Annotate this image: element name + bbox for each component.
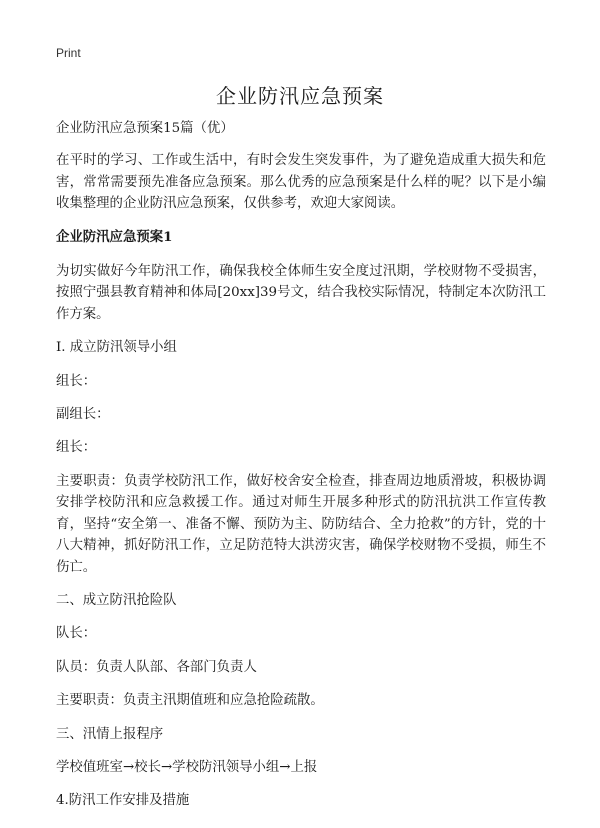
leader-line: 组长： bbox=[56, 373, 97, 389]
deputy-leader-line: 副组长： bbox=[56, 407, 110, 423]
print-label: Print bbox=[56, 46, 81, 60]
intro-paragraph: 在平时的学习、工作或生活中，有时会发生突发事件，为了避免造成重大损失和危害，常常需要预先准备应急预案。那么优秀的应急预案是什么样的呢？以下是小编收集整理的企业防汛应急预案，仅供参考，欢迎大家阅读。 bbox=[56, 153, 546, 212]
members-line: 队员：负责人队部、各部门负责人 bbox=[56, 659, 257, 675]
document-subtitle: 企业防汛应急预案15篇（优） bbox=[56, 121, 234, 136]
subheading-arrangements: 4.防汛工作安排及措施 bbox=[56, 793, 190, 809]
body-paragraph-duties: 主要职责：负责学校防汛工作，做好校舍安全检查，排查周边地质滑坡，积极协调安排学校防汛和应急救援工作。通过对师生开展多种形式的防汛抗洪工作宣传教育，坚持“安全第一、准备不懈、预防为主、防防结合、全力抢救”的方针，党的十八大精神，抓好防汛工作，立足防范特大洪涝灾害，确保学校财物不受损，师生不伤亡。 bbox=[56, 473, 546, 575]
team-duties-line: 主要职责：负责主汛期值班和应急抢险疏散。 bbox=[56, 693, 324, 709]
captain-line: 队长： bbox=[56, 626, 97, 642]
document-title: 企业防汛应急预案 bbox=[216, 84, 384, 108]
body-paragraph-purpose: 为切实做好今年防汛工作，确保我校全体师生安全度过汛期，学校财物不受损害，按照宁强县教育精神和体局[20xx]39号文，结合我校实际情况，特制定本次防汛工作方案。 bbox=[56, 264, 546, 322]
subheading-reporting: 三、汛情上报程序 bbox=[56, 726, 164, 742]
subheading-rescue-team: 二、成立防汛抢险队 bbox=[56, 592, 177, 608]
reporting-chain-line: 学校值班室→校长→学校防汛领导小组→上报 bbox=[56, 759, 318, 775]
document-body bbox=[56, 118, 546, 824]
leader-line-2: 组长： bbox=[56, 440, 97, 456]
section-heading: 企业防汛应急预案1 bbox=[56, 228, 173, 245]
subheading-leadership-group: I. 成立防汛领导小组 bbox=[56, 340, 177, 356]
